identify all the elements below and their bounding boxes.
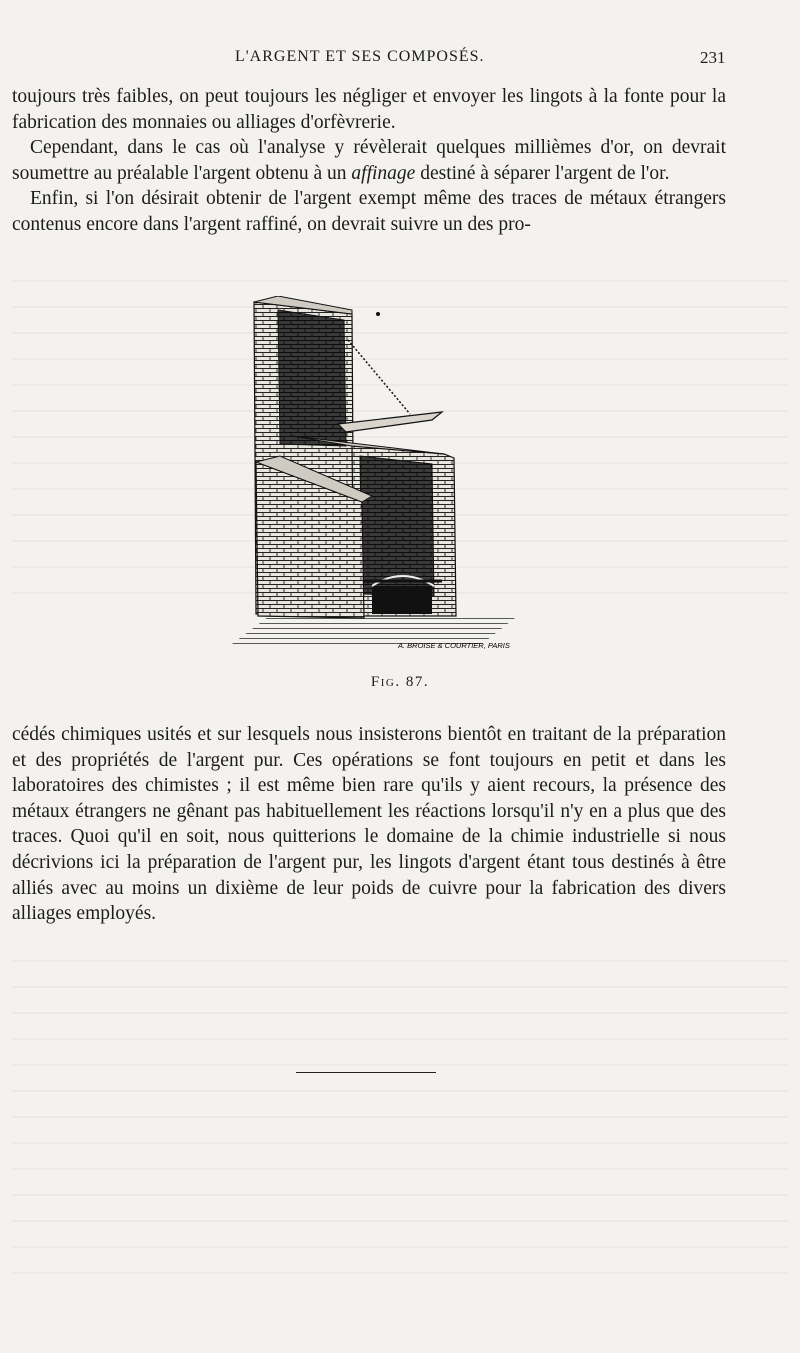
figure-caption: Fig. 87. — [370, 674, 430, 690]
page-number: 231 — [700, 48, 726, 67]
paragraph-2: Cependant, dans le cas où l'analyse y révèlerait quelques millièmes d'or, on devrait soumettre au préalable l'argent obtenu à un affinage destiné à séparer l'argent de l'or. — [12, 137, 726, 184]
bleed-through-texture-lower — [12, 960, 788, 1290]
furnace-engraving — [232, 296, 520, 656]
running-header — [0, 48, 800, 72]
engraver-credit: A. BROISE & COURTIER, PARIS — [398, 641, 510, 650]
text-block-bottom — [12, 722, 726, 927]
paragraph-1: toujours très faibles, on peut toujours les négliger et envoyer les lingots à la fonte pour la fabrication des monnaies ou alliages d'orfèvrerie. — [12, 86, 726, 133]
ground-shading — [232, 614, 520, 644]
emphasis-affinage: affinage — [351, 162, 416, 184]
paragraph-3: Enfin, si l'on désirait obtenir de l'argent exempt même des traces de métaux étrangers contenus encore dans l'argent raffiné, on devrait suivre un des pro- — [12, 188, 726, 235]
text-block-top — [12, 84, 726, 238]
paragraph-4: cédés chimiques usités et sur lesquels nous insisterons bientôt en traitant de la préparation et des propriétés de l'argent pur. Ces opérations se font toujours en petit et dans les laboratoires des chimistes ; il est même bien rare qu'ils y aient recours, la présence des métaux étrangers ne gênant pas habituellement les réactions lorsqu'il n'y en a plus que des traces. Quoi qu'il en soit, nous quitterions le domaine de la chimie industrielle si nous décrivions ici la préparation de l'argent pur, les lingots d'argent étant tous destinés à être alliés avec au moins un dixième de leur poids de cuivre pour la fabrication des divers alliages employés. — [12, 724, 726, 925]
section-rule — [296, 1072, 436, 1073]
running-title: L'ARGENT ET SES COMPOSÉS. — [235, 48, 485, 65]
